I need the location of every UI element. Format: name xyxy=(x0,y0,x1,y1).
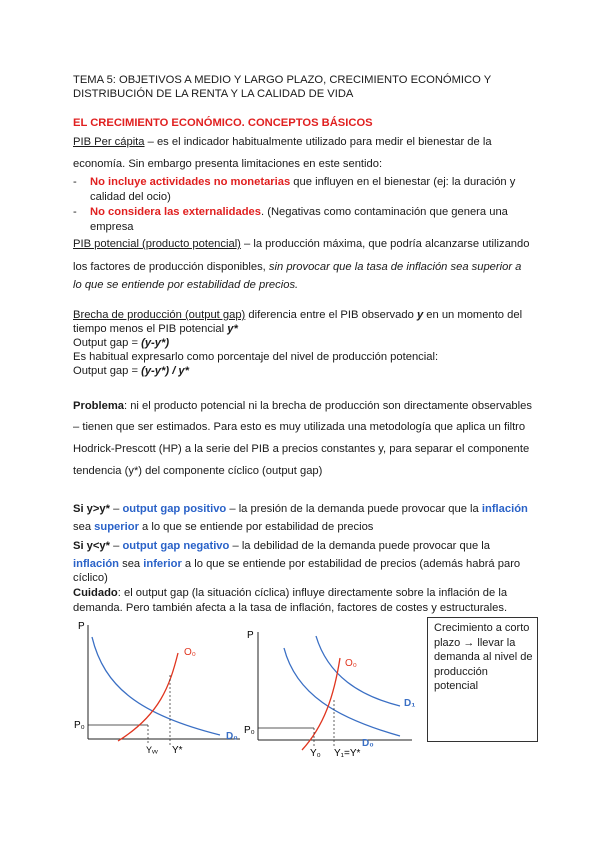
graph-2 xyxy=(244,622,422,762)
formula-1-label: Output gap = xyxy=(73,337,142,349)
pib-pc-def2: economía. Sin embargo presenta limitaciones en este sentido: xyxy=(73,158,383,170)
graph1-yw-label: Yᵥᵥ xyxy=(146,745,158,755)
graph1-p0-label: P₀ xyxy=(74,720,85,731)
gap-pos-line2 xyxy=(73,521,373,534)
pib-pot-term: PIB potencial (producto potencial) xyxy=(73,238,241,250)
gap-neg-label: output gap negativo xyxy=(122,540,230,552)
graph1-demand-curve xyxy=(92,637,220,735)
gap-pos-l2b: a lo que se entiende por estabilidad de precios xyxy=(138,521,374,533)
problema-l2: – tienen que ser estimados. Para esto es muy utilizada una metodología que aplica un filtro xyxy=(73,421,526,433)
summary-box: Crecimiento a corto plazo → llevar la demanda al nivel de producción potencial xyxy=(427,617,538,742)
pib-pot-line2 xyxy=(73,261,521,274)
pib-pot-def2: los factores de producción disponibles, xyxy=(73,261,269,273)
brecha-def2: tiempo menos el PIB potencial xyxy=(73,323,228,335)
cuidado-l2: demanda. Pero también afecta a la tasa de inflación, factores de costes y estructurales. xyxy=(73,602,508,614)
brecha-line2 xyxy=(73,323,238,336)
graph1-supply-curve xyxy=(118,653,178,741)
graph2-y1-label: Y₁=Y* xyxy=(334,748,361,759)
gap-pos-l2a: sea xyxy=(73,521,95,533)
pib-pot-def1: – la producción máxima, que podría alcanzarse utilizando xyxy=(240,238,530,250)
graph1-ystar-label: Y* xyxy=(172,745,183,755)
brecha-ystar: y* xyxy=(227,323,238,335)
graph2-d1-label: D₁ xyxy=(404,698,416,709)
gap-neg-l3: cíclico) xyxy=(73,572,108,584)
gap-neg-inflacion: inflación xyxy=(73,558,119,570)
graph2-d0-label: D₀ xyxy=(362,738,374,749)
formula-2-label: Output gap = xyxy=(73,365,142,377)
bullet1-rest: que influyen en el bienestar (ej: la duración y xyxy=(290,176,516,188)
problema-term: Problema xyxy=(73,400,124,412)
brecha-pct: Es habitual expresarlo como porcentaje del nivel de producción potencial: xyxy=(73,351,439,363)
gap-neg-l2a: sea xyxy=(119,558,144,570)
formula-1 xyxy=(73,337,169,350)
brecha-def1: diferencia entre el PIB observado xyxy=(245,309,417,321)
graph2-o0-label: O₀ xyxy=(345,658,357,669)
formula-1-expr: (y-y*) xyxy=(141,337,170,349)
cuidado-line1 xyxy=(73,587,507,600)
bullet-dash: - xyxy=(73,206,77,218)
graph2-y0-label: Y₀ xyxy=(310,748,321,759)
problema-l4: tendencia (y*) del componente cíclico (output gap) xyxy=(73,465,323,477)
pib-pot-line1 xyxy=(73,238,529,251)
gap-pos-superior: superior xyxy=(94,521,139,533)
bullet1-cont: calidad del ocio) xyxy=(90,191,171,203)
section-heading: EL CRECIMIENTO ECONÓMICO. CONCEPTOS BÁSICOS xyxy=(73,117,373,129)
gap-pos-dash: – xyxy=(110,503,123,515)
doc-title-line1: TEMA 5: OBJETIVOS A MEDIO Y LARGO PLAZO, CRECIMIENTO ECONÓMICO Y xyxy=(73,74,492,86)
graph1-d0-label: D₀ xyxy=(226,731,238,742)
graph1-o0-label: O₀ xyxy=(184,647,196,658)
pib-pc-bullet2 xyxy=(90,206,508,219)
bullet2-rest: . (Negativas como contaminación que genera una xyxy=(261,206,508,218)
formula-2-expr: (y-y*) / y* xyxy=(141,365,189,377)
graph-1 xyxy=(70,615,250,755)
gap-neg-dash: – xyxy=(110,540,123,552)
bullet1-red: No incluye actividades no monetarias xyxy=(90,176,291,188)
gap-pos-label: output gap positivo xyxy=(122,503,227,515)
brecha-term: Brecha de producción (output gap) xyxy=(73,309,246,321)
brecha-line1 xyxy=(73,309,522,322)
graph2-demand-d1 xyxy=(316,636,400,706)
problema-l1: : ni el producto potencial ni la brecha de producción son directamente observables xyxy=(123,400,532,412)
pib-pc-term: PIB Per cápita xyxy=(73,136,145,148)
brecha-y: y xyxy=(416,309,424,321)
graph2-p0-label: P₀ xyxy=(244,725,255,736)
brecha-def1b: en un momento del xyxy=(423,309,523,321)
cuidado-l1: : el output gap (la situación cíclica) influye directamente sobre la inflación de la xyxy=(117,587,508,599)
cuidado-term: Cuidado xyxy=(73,587,118,599)
pib-pc-def1: – es el indicador habitualmente utilizado para medir el bienestar de la xyxy=(144,136,492,148)
gap-neg-l2b: a lo que se entiende por estabilidad de precios (además habrá paro xyxy=(181,558,521,570)
doc-title-line2: DISTRIBUCIÓN DE LA RENTA Y LA CALIDAD DE VIDA xyxy=(73,88,354,100)
gap-pos-inflacion: inflación xyxy=(481,503,528,515)
graph2-demand-d0 xyxy=(284,648,400,736)
bullet2-cont: empresa xyxy=(90,221,134,233)
gap-neg-rest: – la debilidad de la demanda puede provocar que la xyxy=(229,540,490,552)
gap-pos-cond: Si y>y* xyxy=(73,503,111,515)
gap-neg-inferior: inferior xyxy=(143,558,182,570)
problema-l3: Hodrick-Prescott (HP) a la serie del PIB a precios constantes y, para separar el componente xyxy=(73,443,530,455)
gap-pos-rest: – la presión de la demanda puede provocar que la xyxy=(226,503,482,515)
pib-pc-bullet1 xyxy=(90,176,515,189)
bullet2-red: No considera las externalidades xyxy=(90,206,261,218)
gap-neg-line1 xyxy=(73,540,490,553)
pib-pot-def3: lo que se entiende por estabilidad de precios. xyxy=(73,279,299,291)
bullet-dash: - xyxy=(73,176,77,188)
graph1-p-label: P xyxy=(78,621,85,632)
pib-pot-def2-italic: sin provocar que la tasa de inflación sea superior a xyxy=(268,261,522,273)
gap-neg-cond: Si y<y* xyxy=(73,540,111,552)
formula-2 xyxy=(73,365,189,378)
pib-pc-line1 xyxy=(73,136,492,149)
gap-pos-line1 xyxy=(73,503,528,516)
gap-neg-line2 xyxy=(73,558,520,571)
graph2-p-label: P xyxy=(247,630,254,641)
problema-line1 xyxy=(73,400,532,413)
